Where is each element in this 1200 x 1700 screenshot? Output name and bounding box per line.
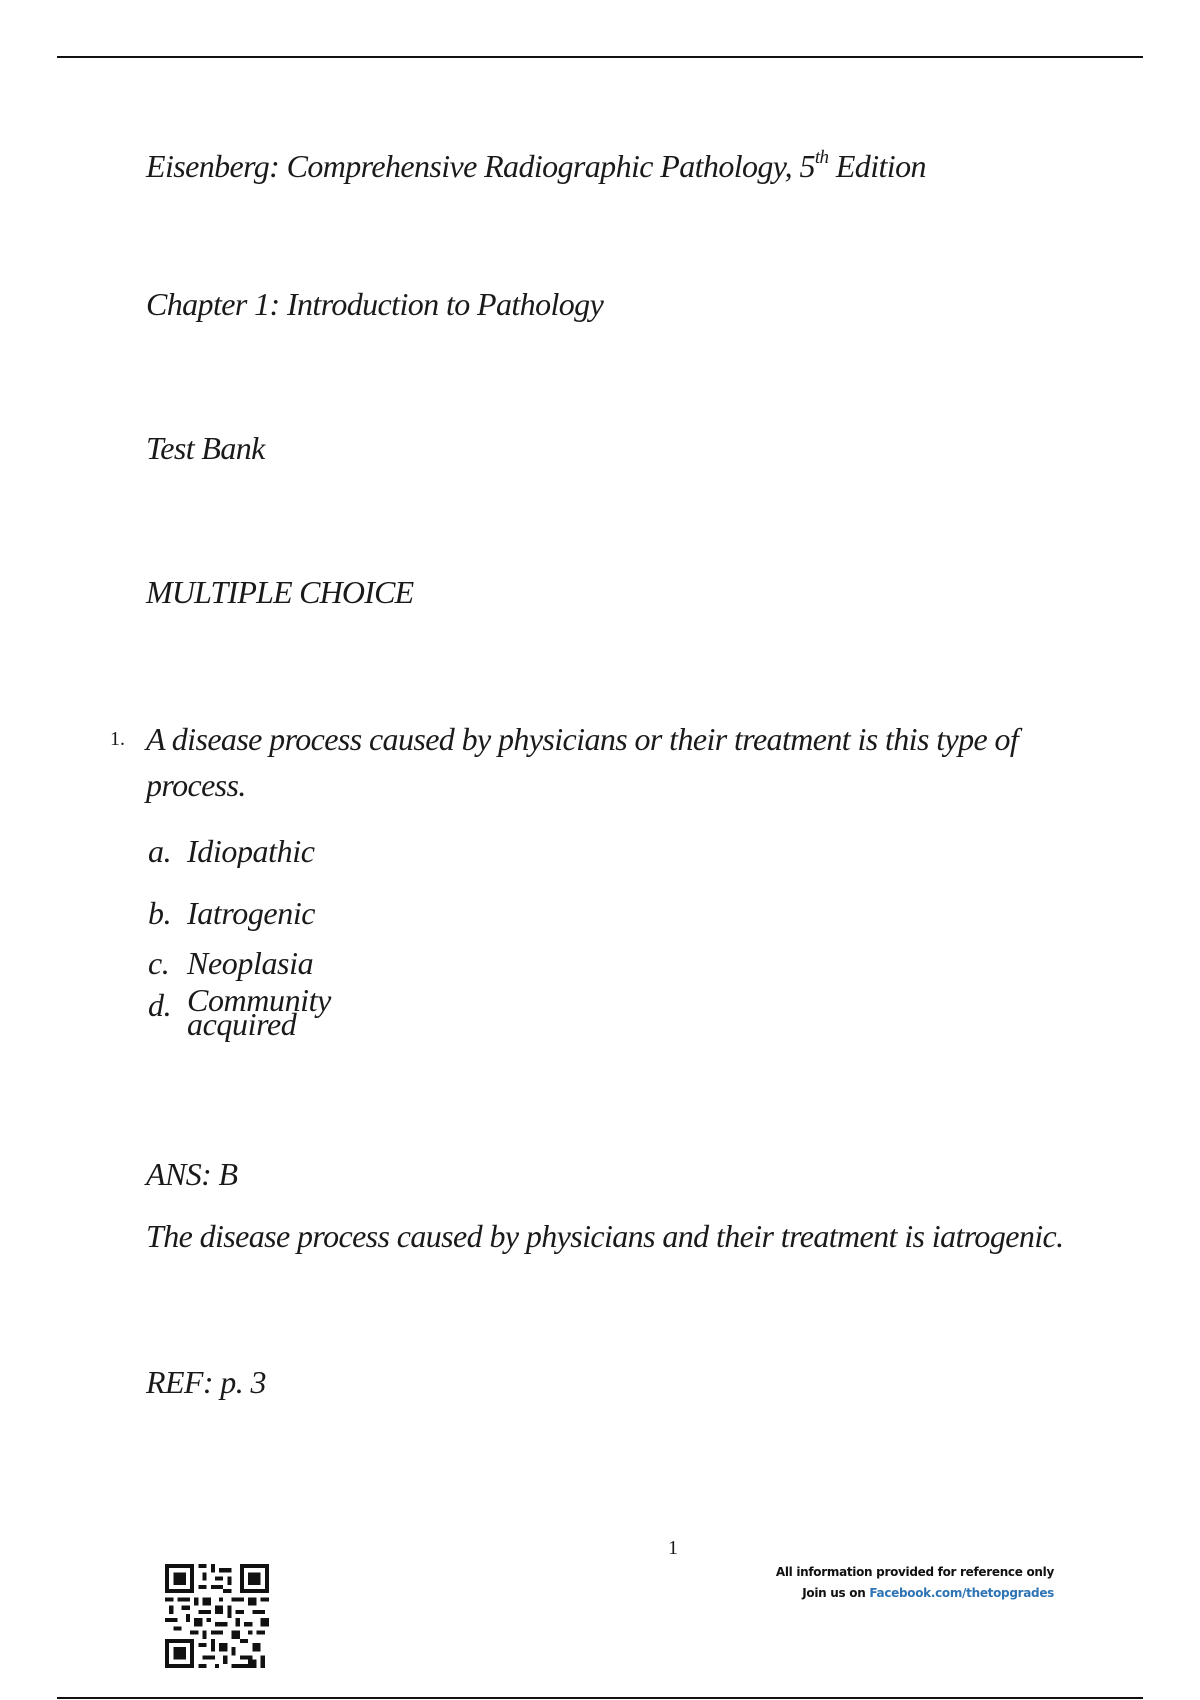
bottom-rule bbox=[57, 1697, 1143, 1699]
choice-text: Iatrogenic bbox=[187, 895, 316, 931]
facebook-line bbox=[776, 1583, 1054, 1604]
join-prefix: Join us on bbox=[802, 1586, 870, 1600]
footer-note bbox=[776, 1562, 1054, 1604]
choice-b bbox=[148, 896, 347, 930]
reference-notice: All information provided for reference only bbox=[775, 1565, 1054, 1579]
title-superscript: th bbox=[814, 147, 829, 168]
facebook-link[interactable]: Facebook.com/thetopgrades bbox=[869, 1586, 1054, 1600]
choice-text: Community acquired bbox=[187, 982, 331, 1042]
answer-key: ANS: B bbox=[146, 1156, 238, 1192]
top-rule bbox=[57, 56, 1143, 58]
section-heading: MULTIPLE CHOICE bbox=[146, 574, 414, 610]
choice-letter: a. bbox=[148, 838, 172, 868]
subtitle: Test Bank bbox=[146, 430, 265, 466]
page-number: 1 bbox=[668, 1537, 678, 1559]
choice-text: Neoplasia bbox=[187, 945, 314, 981]
qr-code-icon bbox=[165, 1564, 269, 1668]
document-title bbox=[146, 146, 926, 186]
choice-letter: d. bbox=[148, 987, 172, 1023]
question-text: A disease process caused by physicians or their treatment is this type of process. bbox=[146, 721, 1019, 803]
choice-text: Idiopathic bbox=[187, 838, 315, 868]
choice-d bbox=[148, 982, 347, 1042]
answer-rationale: The disease process caused by physicians and their treatment is iatrogenic. bbox=[146, 1218, 1064, 1254]
chapter-title: Chapter 1: Introduction to Pathology bbox=[146, 286, 604, 322]
choice-letter: c. bbox=[148, 945, 170, 981]
choice-c bbox=[148, 946, 347, 980]
title-end: Edition bbox=[828, 148, 926, 184]
question-number: 1. bbox=[110, 728, 125, 750]
choice-letter: b. bbox=[148, 895, 172, 931]
reference: REF: p. 3 bbox=[146, 1364, 266, 1400]
title-main: Eisenberg: Comprehensive Radiographic Pathology, 5 bbox=[146, 148, 815, 184]
choice-a bbox=[148, 838, 347, 868]
